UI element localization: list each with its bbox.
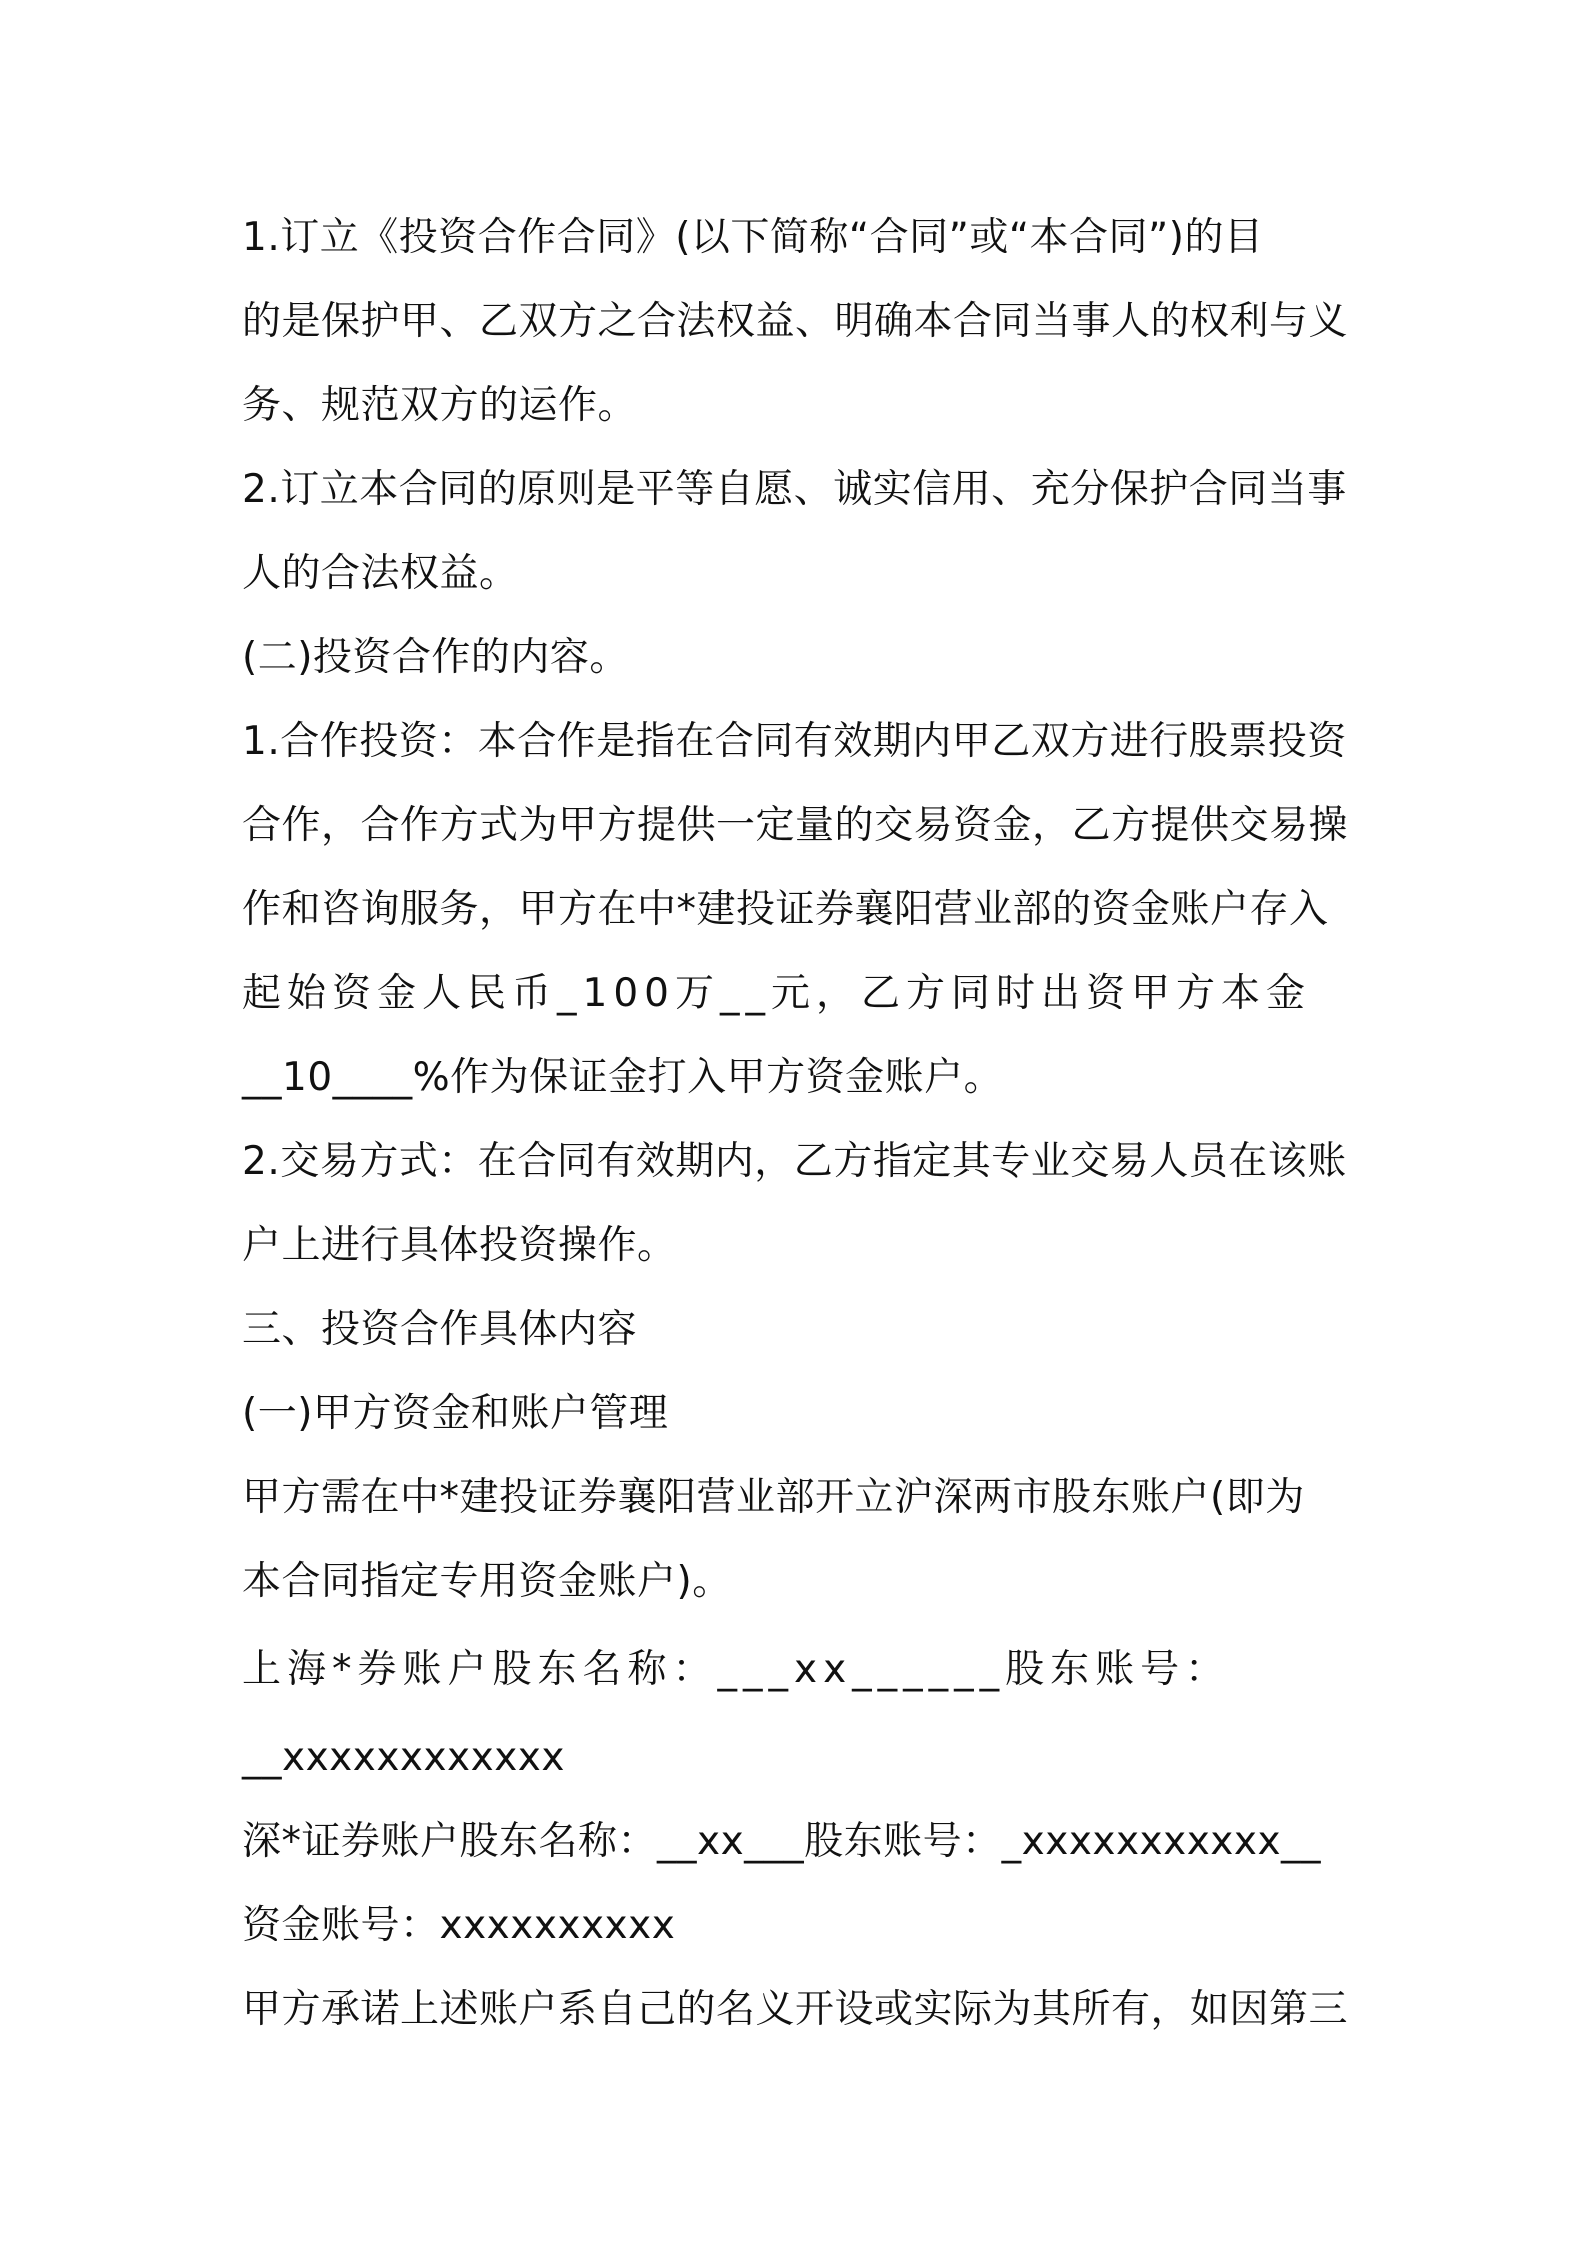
shenzhen-account-line: 深*证券账户股东名称：__xx___股东账号：_xxxxxxxxxxx__	[242, 1819, 1322, 1864]
paragraph-line: __10____%作为保证金打入甲方资金账户。	[242, 1055, 1004, 1100]
paragraph-line: 甲方承诺上述账户系自己的名义开设或实际为其所有，如因第三	[242, 1987, 1349, 2032]
paragraph-line: 起始资金人民币_100万__元，乙方同时出资甲方本金	[242, 971, 1311, 1016]
section-heading: (二)投资合作的内容。	[242, 635, 629, 680]
fund-account-number: 资金账号：xxxxxxxxxx	[242, 1903, 676, 1948]
subsection-heading: (一)甲方资金和账户管理	[242, 1391, 669, 1436]
paragraph-line: 甲方需在中*建投证券襄阳营业部开立沪深两市股东账户(即为	[242, 1475, 1305, 1520]
paragraph-line: 合作，合作方式为甲方提供一定量的交易资金，乙方提供交易操	[242, 803, 1349, 848]
section-heading: 三、投资合作具体内容	[242, 1307, 638, 1352]
paragraph-line: 户上进行具体投资操作。	[242, 1223, 677, 1268]
shanghai-account-line: 上海*券账户股东名称：___xx______股东账号：	[242, 1647, 1231, 1692]
paragraph-line: 2.订立本合同的原则是平等自愿、诚实信用、充分保护合同当事	[242, 467, 1347, 512]
paragraph-line: 1.合作投资：本合作是指在合同有效期内甲乙双方进行股票投资	[242, 719, 1347, 764]
paragraph-line: 1.订立《投资合作合同》(以下简称“合同”或“本合同”)的目	[242, 215, 1264, 260]
document-body	[242, 196, 1352, 2052]
paragraph-line: 的是保护甲、乙双方之合法权益、明确本合同当事人的权利与义	[242, 299, 1349, 344]
paragraph-line: 本合同指定专用资金账户)。	[242, 1559, 732, 1604]
paragraph-line: 2.交易方式：在合同有效期内，乙方指定其专业交易人员在该账	[242, 1139, 1347, 1184]
paragraph-line: 人的合法权益。	[242, 551, 519, 596]
paragraph-line: 务、规范双方的运作。	[242, 383, 638, 428]
paragraph-line: 作和咨询服务，甲方在中*建投证券襄阳营业部的资金账户存入	[242, 887, 1329, 932]
shanghai-account-number: __xxxxxxxxxxxx	[242, 1735, 565, 1780]
